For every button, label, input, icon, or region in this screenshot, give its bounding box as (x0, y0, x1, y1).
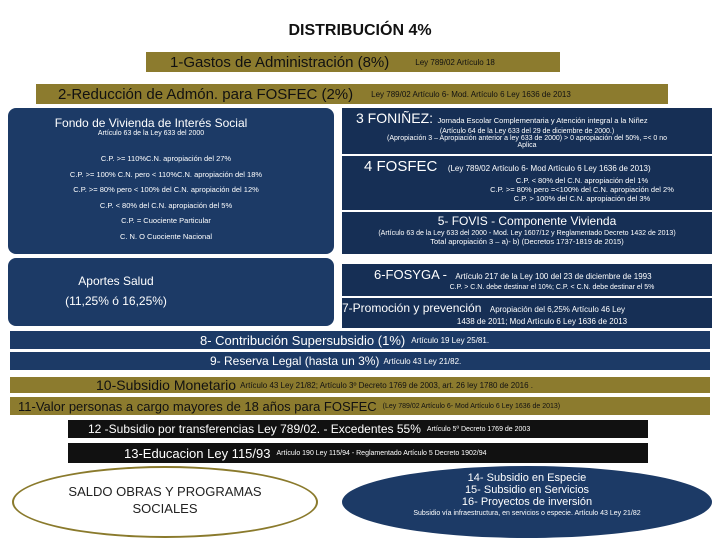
prevention-title: 7-Promoción y prevención (342, 301, 482, 315)
housing-fund-line: C.P. = Cuociente Particular (121, 216, 211, 225)
fosyga-title: 6-FOSYGA - (374, 267, 447, 282)
dependents-ref: (Ley 789/02 Artículo 6- Mod Artículo 6 Ley 1636 de 2013) (382, 402, 561, 410)
housing-fund-line: C.P. >= 100% C.N. pero < 110%C.N. apropiación del 18% (69, 169, 263, 179)
fosfec-line: C.P. > 100% del C.N. apropiación del 3% (513, 194, 651, 203)
fosfec-title: 4 FOSFEC (364, 158, 438, 175)
social-programs-line1: SALDO OBRAS Y PROGRAMAS (68, 484, 262, 499)
subsidies-ref: Subsidio vía infraestructura, en servicios o especie. Artículo 43 Ley 21/82 (413, 510, 641, 517)
subsidy-in-kind: 14- Subsidio en Especie (467, 472, 587, 484)
foninez-title: 3 FONIÑEZ: (356, 110, 434, 126)
legal-reserve-label: 9- Reserva Legal (hasta un 3%) (210, 354, 380, 368)
fovis-line: (Artículo 63 de la Ley 633 del 2000 - Mod. Ley 1607/12 y Reglamentado Decreto 1432 de 2013) (378, 230, 676, 237)
subsidy-services: 15- Subsidio en Servicios (464, 484, 590, 496)
fosyga-line: C.P. > C.N. debe destinar el 10%; C.P. < C.N. debe destinar el 5% (449, 284, 655, 291)
monetary-subsidy-label: 10-Subsidio Monetario (96, 377, 237, 393)
transfers-ref: Artículo 5º Decreto 1769 de 2003 (426, 425, 531, 433)
housing-fund-panel (8, 108, 334, 254)
supersubsidio-label: 8- Contribución Supersubsidio (1%) (200, 332, 406, 348)
fosfec-reduction-label: 2-Reducción de Admón. para FOSFEC (2%) (58, 85, 354, 103)
housing-fund-subtitle: Artículo 63 de la Ley 633 del 2000 (97, 130, 205, 137)
page-title: DISTRIBUCIÓN 4% (288, 22, 432, 39)
housing-fund-line: C.P. >= 110%C.N. apropiación del 27% (100, 154, 232, 163)
fosyga-panel (342, 264, 712, 296)
health-contributions-rate: (11,25% ó 16,25%) (65, 294, 167, 308)
fovis-panel (342, 212, 712, 254)
supersubsidio-ref: Artículo 19 Ley 25/81. (411, 335, 490, 345)
health-contributions-label: Aportes Salud (78, 274, 154, 288)
foninez-panel (342, 108, 712, 154)
legal-reserve-bar (10, 352, 710, 370)
fosfec-line: C.P. < 80% del C.N. apropiación del 1% (515, 176, 649, 185)
foninez-line: (Artículo 64 de la Ley 633 del 29 de diciembre de 2000.) (439, 128, 615, 135)
housing-fund-title: Fondo de Vivienda de Interés Social (54, 116, 248, 130)
dependents-label: 11-Valor personas a cargo mayores de 18 años para FOSFEC (18, 398, 377, 414)
foninez-line: (Apropiación 3 – Apropiación anterior a ley 633 de 2000) > 0 apropiación del 50%, =< 0 no (387, 135, 667, 142)
transfers-bar (68, 420, 648, 438)
admin-costs-ref: Ley 789/02 Artículo 18 (415, 57, 495, 67)
prevention-ref: Apropiación del 6,25% Artículo 46 Ley (489, 305, 626, 314)
monetary-subsidy-ref: Artículo 43 Ley 21/82; Artículo 3º Decreto 1769 de 2003, art. 26 ley 1780 de 2016 . (240, 380, 533, 390)
fosfec-ref: (Ley 789/02 Artículo 6- Mod Artículo 6 Ley 1636 de 2013) (447, 164, 651, 173)
dependents-bar (10, 397, 710, 415)
transfers-label: 12 -Subsidio por transferencias Ley 789/02. - Excedentes 55% (88, 422, 421, 436)
fosfec-reduction-ref: Ley 789/02 Artículo 6- Mod. Artículo 6 Ley 1636 de 2013 (371, 89, 571, 99)
fosfec-panel (342, 156, 712, 210)
foninez-line: Aplica (517, 142, 537, 149)
investment-projects: 16- Proyectos de inversión (461, 496, 593, 508)
health-contributions-panel (8, 258, 334, 326)
fovis-title: 5- FOVIS - Componente Vivienda (437, 214, 617, 228)
admin-costs-label: 1-Gastos de Administración (8%) (170, 53, 390, 71)
fosfec-reduction-bar (36, 84, 668, 104)
education-ref: Artículo 190 Ley 115/94 - Reglamentado Artículo 5 Decreto 1902/94 (276, 449, 487, 457)
housing-fund-line: C.P. >= 80% pero < 100% del C.N. apropiación del 12% (73, 185, 259, 194)
foninez-desc: Jornada Escolar Complementaria y Atención integral a la Niñez (437, 116, 648, 125)
social-programs-line2: SOCIALES (132, 501, 198, 516)
subsidies-ellipse (342, 466, 712, 538)
education-bar (68, 443, 648, 463)
fosfec-line: C.P. >= 80% pero =<100% del C.N. apropiación del 2% (490, 185, 674, 194)
social-programs-ellipse (12, 466, 318, 538)
prevention-line: 1438 de 2011; Mod Artículo 6 Ley 1636 de 2013 (456, 317, 628, 326)
fovis-line: Total apropiación 3 – a)- b) (Decretos 1737-1819 de 2015) (430, 237, 624, 246)
prevention-panel (342, 298, 712, 328)
admin-costs-bar (146, 52, 560, 72)
supersubsidio-bar (10, 331, 710, 349)
housing-fund-line: C.P. < 80% del C.N. apropiación del 5% (99, 200, 233, 210)
legal-reserve-ref: Artículo 43 Ley 21/82. (383, 356, 462, 366)
monetary-subsidy-bar (10, 377, 710, 393)
fosyga-ref: Artículo 217 de la Ley 100 del 23 de diciembre de 1993 (455, 272, 652, 281)
housing-fund-line: C. N. O Cuociente Nacional (119, 231, 213, 241)
education-label: 13-Educacion Ley 115/93 (124, 445, 271, 461)
